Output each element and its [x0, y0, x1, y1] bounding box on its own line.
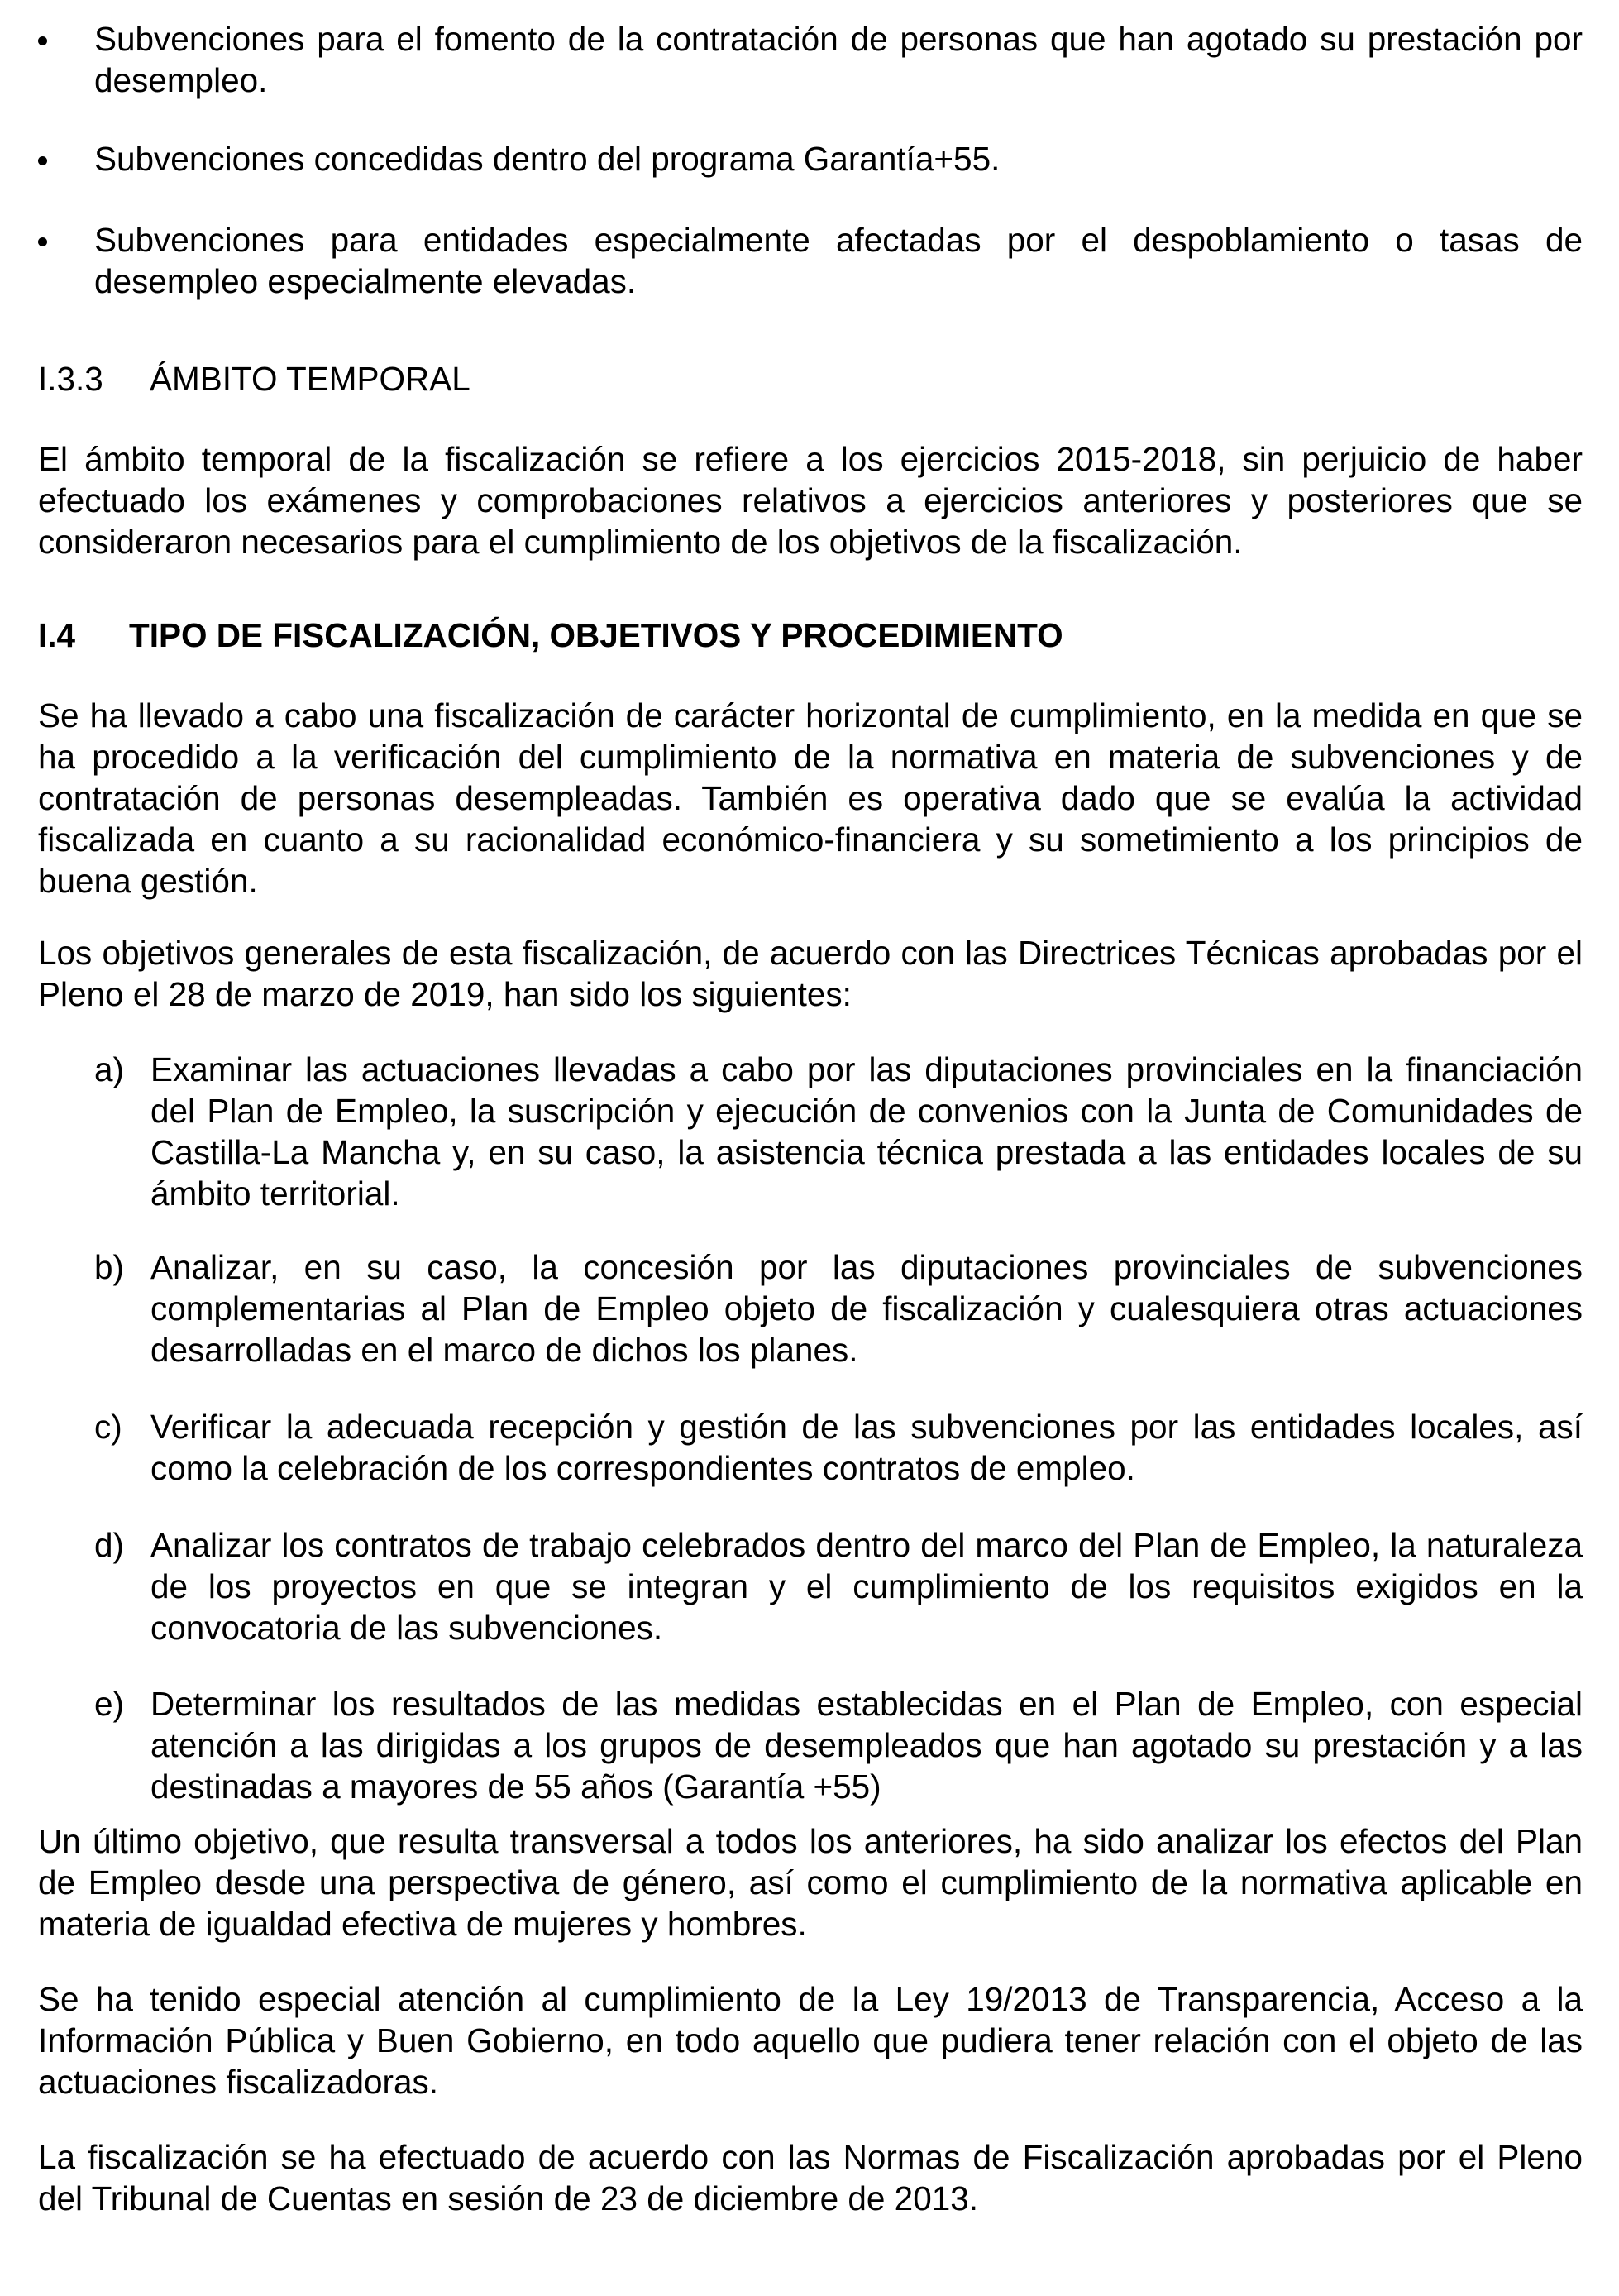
- paragraph: Un último objetivo, que resulta transversal a todos los anteriores, ha sido analizar los efectos del Plan de Empleo desde una perspectiva de género, así como el cumplimiento de la normativa aplicable en materia de igualdad efectiva de mujeres y hombres.: [38, 1822, 1583, 1943]
- bullet-text: Subvenciones para entidades especialmente afectadas por el despoblamiento o tasas de desempleo especialmente elevadas.: [94, 221, 1583, 300]
- bullet-icon: [38, 36, 47, 45]
- paragraph: La fiscalización se ha efectuado de acuerdo con las Normas de Fiscalización aprobadas por el Pleno del Tribunal de Cuentas en sesión de 23 de diciembre de 2013.: [38, 2138, 1583, 2217]
- section-number: I.3.3: [38, 360, 103, 398]
- objective-label: d): [94, 1526, 125, 1564]
- objective-label: c): [94, 1408, 122, 1446]
- paragraph: Se ha llevado a cabo una fiscalización de carácter horizontal de cumplimiento, en la medida en que se ha procedido a la verificación del cumplimiento de la normativa en materia de subvenciones y de contratación de personas desempleadas. También es operativa dado que se evalúa la actividad fiscalizada en cuanto a su racionalidad económico-financiera y su sometimiento a los principios de buena gestión.: [38, 696, 1583, 900]
- objective-text: Verificar la adecuada recepción y gestión de las subvenciones por las entidades locales, así como la celebración de los correspondientes contratos de empleo.: [150, 1408, 1583, 1487]
- bullet-text: Subvenciones para el fomento de la contratación de personas que han agotado su prestación por desempleo.: [94, 20, 1583, 99]
- section-title: TIPO DE FISCALIZACIÓN, OBJETIVOS Y PROCEDIMIENTO: [129, 616, 1063, 654]
- bullet-text: Subvenciones concedidas dentro del programa Garantía+55.: [94, 140, 1001, 178]
- bullet-icon: [38, 237, 47, 246]
- section-title: ÁMBITO TEMPORAL: [150, 360, 470, 398]
- objective-text: Determinar los resultados de las medidas establecidas en el Plan de Empleo, con especial atención a las dirigidas a los grupos de desempleados que han agotado su prestación y a las destinadas a mayores de 55 años (Garantía +55): [150, 1685, 1583, 1806]
- objective-text: Analizar los contratos de trabajo celebrados dentro del marco del Plan de Empleo, la naturaleza de los proyectos en que se integran y el cumplimiento de los requisitos exigidos en la convocatoria de las subvenciones.: [150, 1526, 1583, 1647]
- bullet-icon: [38, 156, 47, 165]
- objective-label: b): [94, 1248, 125, 1286]
- paragraph: Se ha tenido especial atención al cumplimiento de la Ley 19/2013 de Transparencia, Acceso a la Información Pública y Buen Gobierno, en todo aquello que pudiera tener relación con el objeto de las actuaciones fiscalizadoras.: [38, 1980, 1583, 2101]
- section-number: I.4: [38, 616, 76, 654]
- objective-label: e): [94, 1685, 125, 1723]
- objective-text: Examinar las actuaciones llevadas a cabo por las diputaciones provinciales en la financiación del Plan de Empleo, la suscripción y ejecución de convenios con la Junta de Comunidades de Castilla-La Mancha y, en su caso, la asistencia técnica prestada a las entidades locales de su ámbito territorial.: [150, 1050, 1583, 1213]
- paragraph: Los objetivos generales de esta fiscalización, de acuerdo con las Directrices Técnicas aprobadas por el Pleno el 28 de marzo de 2019, han sido los siguientes:: [38, 934, 1583, 1013]
- paragraph: El ámbito temporal de la fiscalización se refiere a los ejercicios 2015-2018, sin perjuicio de haber efectuado los exámenes y comprobaciones relativos a ejercicios anteriores y posteriores que se consideraron necesarios para el cumplimiento de los objetivos de la fiscalización.: [38, 440, 1583, 561]
- objective-text: Analizar, en su caso, la concesión por las diputaciones provinciales de subvenciones complementarias al Plan de Empleo objeto de fiscalización y cualesquiera otras actuaciones desarrolladas en el marco de dichos los planes.: [150, 1248, 1583, 1369]
- objective-label: a): [94, 1050, 125, 1088]
